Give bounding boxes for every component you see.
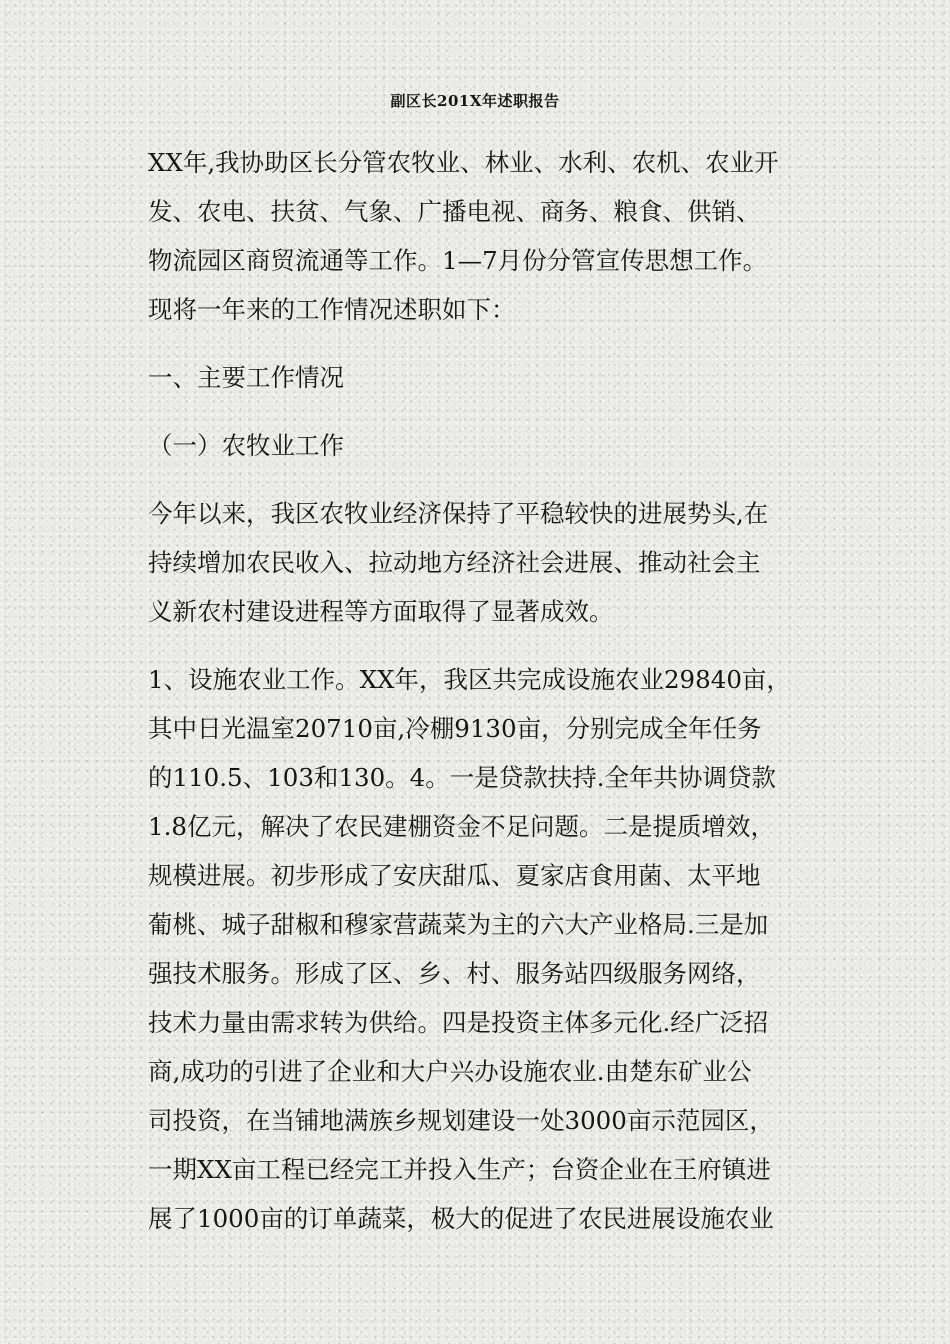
- section-heading: [148, 353, 808, 402]
- text-line: 1、设施农业工作。XX年，我区共完成设施农业29840亩，: [148, 665, 791, 694]
- text-line: 1.8亿元，解决了农民建棚资金不足问题。二是提质增效，: [148, 812, 775, 841]
- document-body: [148, 138, 808, 1243]
- subsection-heading: [148, 421, 808, 470]
- intro-paragraph: [148, 138, 808, 334]
- text-line: 强技术服务。形成了区、乡、村、服务站四级服务网络，: [148, 959, 761, 988]
- text-line: 现将一年来的工作情况述职如下：: [148, 295, 516, 324]
- text-line: 物流园区商贸流通等工作。1—7月份分管宣传思想工作。: [148, 246, 768, 275]
- text-line: 一期XX亩工程已经完工并投入生产；台资企业在王府镇进: [148, 1155, 771, 1184]
- text-line: （一）农牧业工作: [148, 431, 344, 460]
- text-line: XX年,我协助区长分管农牧业、林业、水利、农机、农业开: [148, 148, 779, 177]
- text-line: 规模进展。初步形成了安庆甜瓜、夏家店食用菌、太平地: [148, 861, 761, 890]
- text-line: 今年以来，我区农牧业经济保持了平稳较快的进展势头,在: [148, 499, 769, 528]
- text-line: 一、主要工作情况: [148, 363, 344, 392]
- text-line: 的110.5、103和130。4。一是贷款扶持.全年共协调贷款: [148, 763, 777, 792]
- document-title: 副区长201X年述职报告: [390, 92, 560, 110]
- overview-paragraph: [148, 489, 808, 636]
- text-line: 展了1000亩的订单蔬菜，极大的促进了农民进展设施农业: [148, 1204, 774, 1233]
- text-line: 发、农电、扶贫、气象、广播电视、商务、粮食、供销、: [148, 197, 761, 226]
- text-line: 义新农村建设进程等方面取得了显著成效。: [148, 597, 614, 626]
- text-line: 技术力量由需求转为供给。四是投资主体多元化.经广泛招: [148, 1008, 769, 1037]
- text-line: 司投资，在当铺地满族乡规划建设一处3000亩示范园区，: [148, 1106, 774, 1135]
- text-line: 其中日光温室20710亩,冷棚9130亩，分别完成全年任务: [148, 714, 762, 743]
- text-line: 持续增加农民收入、拉动地方经济社会进展、推动社会主: [148, 548, 761, 577]
- text-line: 葡桃、城子甜椒和穆家营蔬菜为主的六大产业格局.三是加: [148, 910, 769, 939]
- facility-agriculture-paragraph: [148, 655, 808, 1243]
- text-line: 商,成功的引进了企业和大户兴办设施农业.由楚东矿业公: [148, 1057, 752, 1086]
